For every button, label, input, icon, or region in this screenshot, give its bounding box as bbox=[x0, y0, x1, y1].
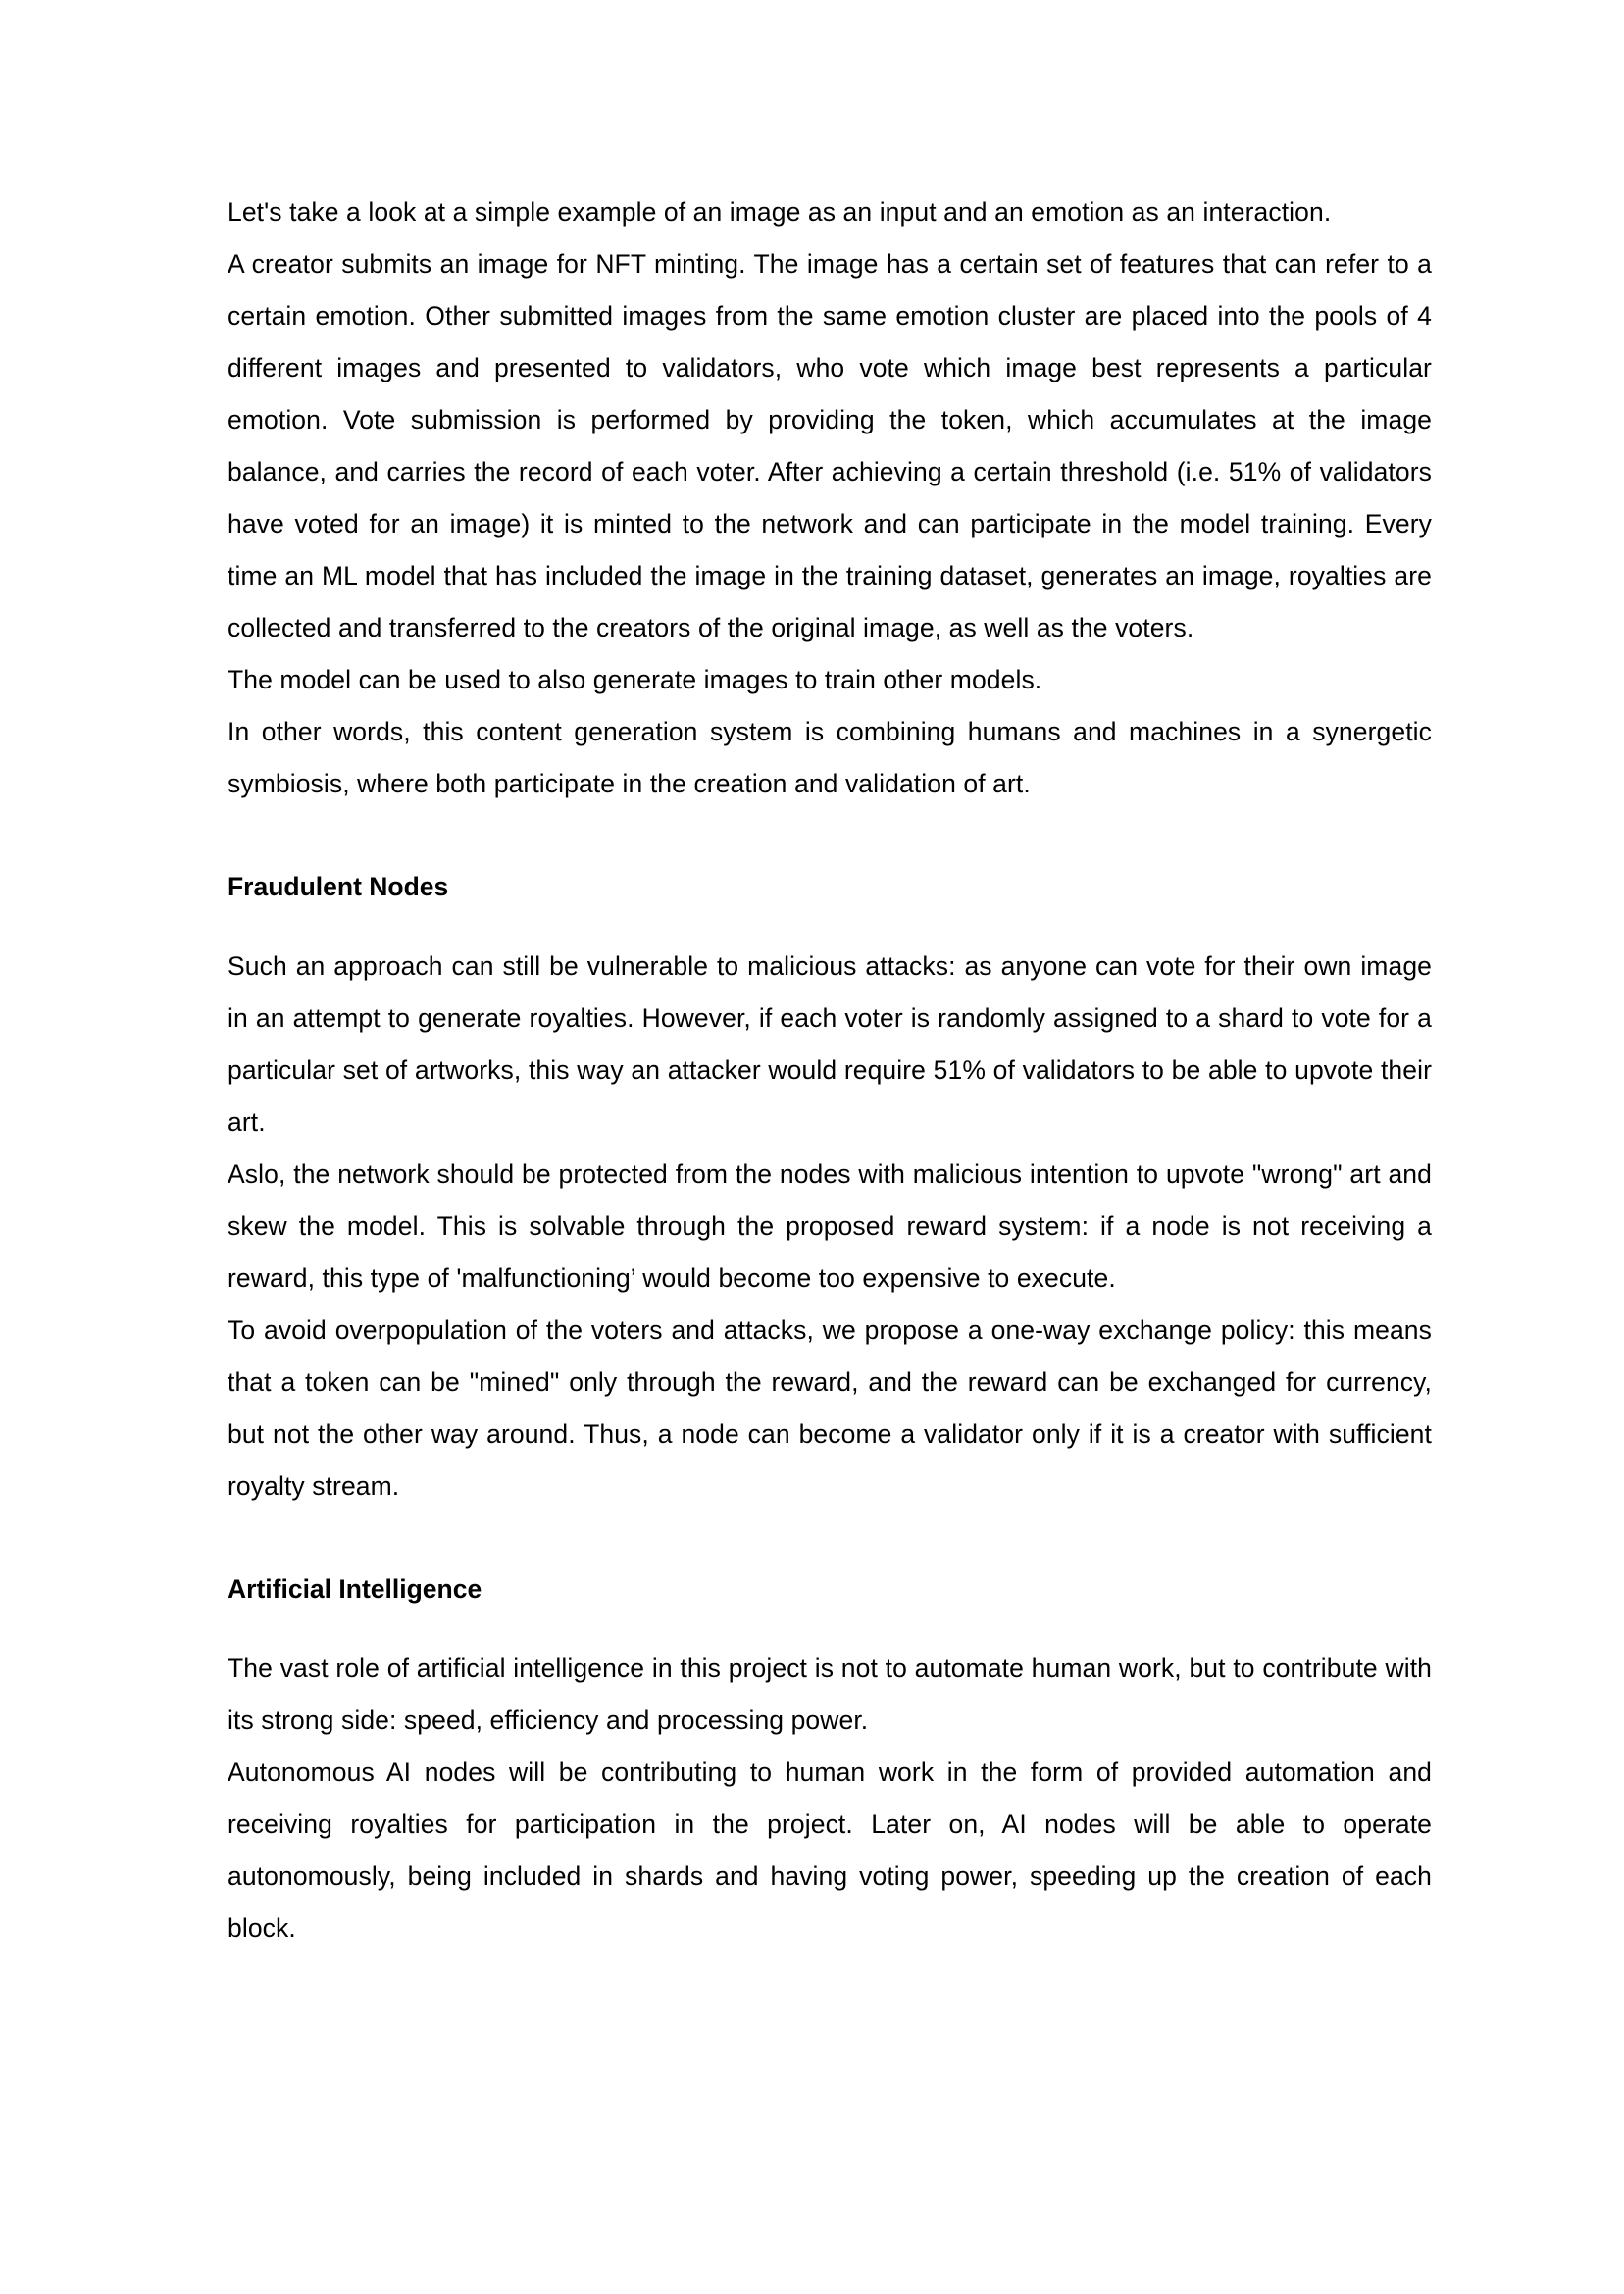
section-fraudulent-nodes bbox=[228, 941, 1432, 1512]
section-heading-artificial-intelligence: Artificial Intelligence bbox=[228, 1574, 482, 1604]
paragraph: Let's take a look at a simple example of an image as an input and an emotion as an interaction. bbox=[228, 197, 1332, 227]
paragraph: Autonomous AI nodes will be contributing to human work in the form of provided automation and receiving royalties for participation in the project. Later on, AI nodes will be able to operate autonomously, being included in shards and having voting power, speeding up the creation of each block. bbox=[228, 1758, 1432, 1943]
document-text-column bbox=[228, 186, 1432, 1955]
paragraph: Aslo, the network should be protected from the nodes with malicious intention to upvote "wrong" art and skew the model. This is solvable through the proposed reward system: if a node is not receiving a reward, this type of 'malfunctioning’ would become too expensive to execute. bbox=[228, 1159, 1432, 1293]
spacer bbox=[228, 1615, 1432, 1643]
spacer bbox=[228, 810, 1432, 861]
paragraph: The vast role of artificial intelligence in this project is not to automate human work, but to contribute with its strong side: speed, efficiency and processing power. bbox=[228, 1654, 1432, 1735]
paragraph: To avoid overpopulation of the voters and attacks, we propose a one-way exchange policy: this means that a token can be "mined" only through the reward, and the reward can be exchanged for currency, but not the other way around. Thus, a node can become a validator only if it is a creator with sufficient royalty stream. bbox=[228, 1315, 1432, 1501]
spacer bbox=[228, 913, 1432, 941]
section-heading-fraudulent-nodes: Fraudulent Nodes bbox=[228, 872, 449, 901]
spacer bbox=[228, 1512, 1432, 1563]
paragraph: A creator submits an image for NFT minting. The image has a certain set of features that can refer to a certain emotion. Other submitted images from the same emotion cluster are placed into the pools of 4 different images and presented to validators, who vote which image best represents a particular emotion. Vote submission is performed by providing the token, which accumulates at the image balance, and carries the record of each voter. After achieving a certain threshold (i.e. 51% of validators have voted for an image) it is minted to the network and can participate in the model training. Every time an ML model that has included the image in the training dataset, generates an image, royalties are collected and transferred to the creators of the original image, as well as the voters. bbox=[228, 249, 1432, 642]
section-artificial-intelligence bbox=[228, 1643, 1432, 1955]
section-intro bbox=[228, 186, 1432, 810]
paragraph: Such an approach can still be vulnerable to malicious attacks: as anyone can vote for their own image in an attempt to generate royalties. However, if each voter is randomly assigned to a shard to vote for a particular set of artworks, this way an attacker would require 51% of validators to be able to upvote their art. bbox=[228, 951, 1432, 1137]
paragraph: In other words, this content generation system is combining humans and machines in a synergetic symbiosis, where both participate in the creation and validation of art. bbox=[228, 717, 1432, 798]
paragraph: The model can be used to also generate images to train other models. bbox=[228, 665, 1042, 694]
